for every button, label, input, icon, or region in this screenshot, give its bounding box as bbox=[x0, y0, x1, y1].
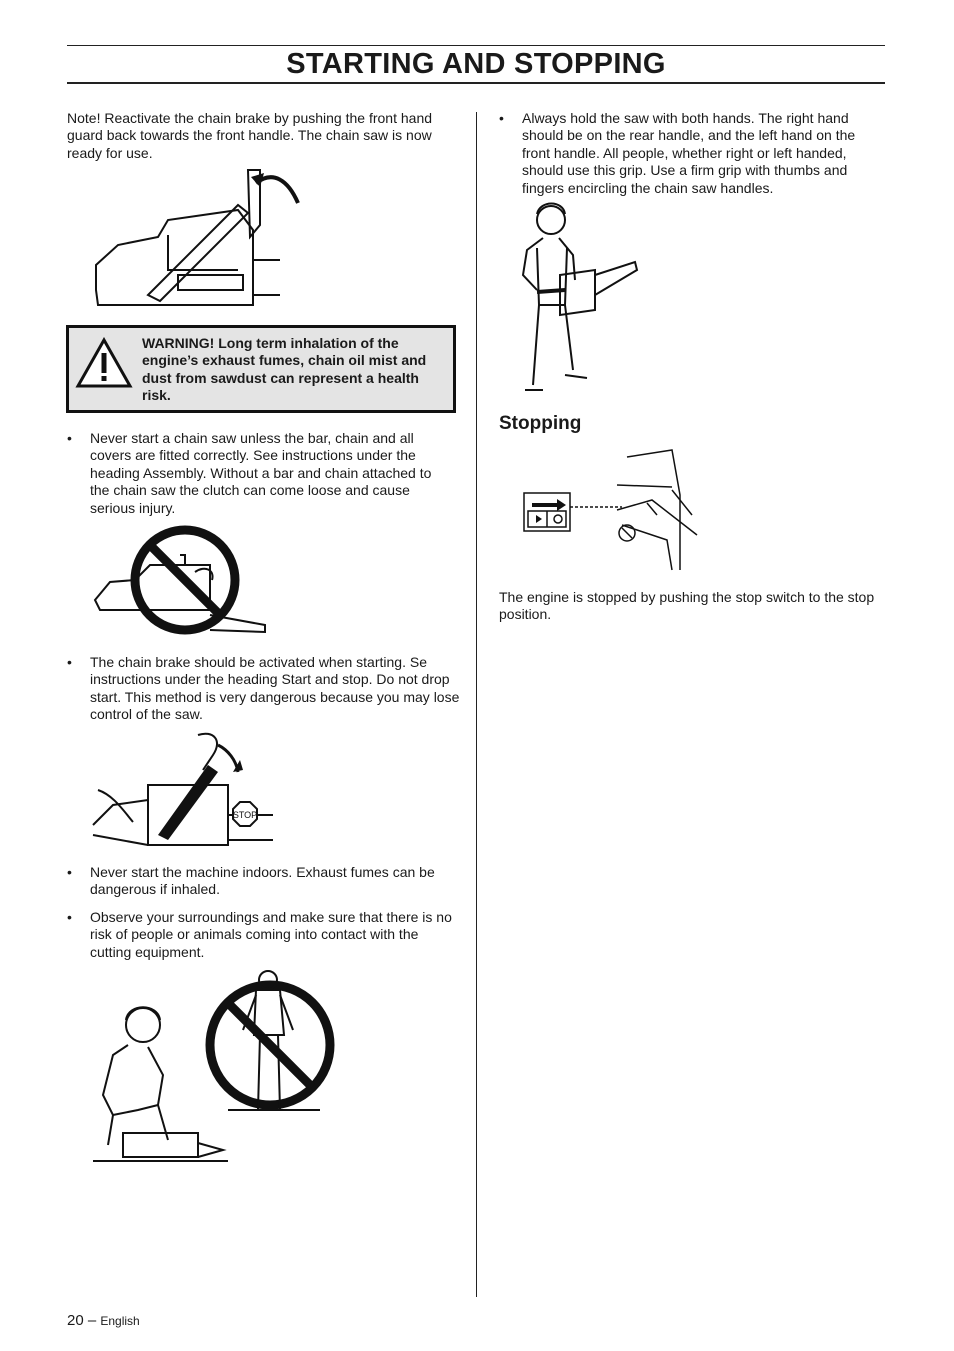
stopping-heading: Stopping bbox=[499, 413, 582, 434]
no-bar-no-chain-prohibited-icon bbox=[90, 520, 270, 640]
stop-sign-label: STOP bbox=[232, 810, 258, 820]
warning-box bbox=[66, 325, 456, 413]
page-title: STARTING AND STOPPING bbox=[286, 48, 666, 80]
bullet-icon: • bbox=[67, 654, 72, 670]
footer-language: English bbox=[100, 1314, 140, 1328]
warning-triangle-icon bbox=[75, 337, 133, 389]
bullet-icon: • bbox=[67, 909, 72, 925]
footer-separator: – bbox=[87, 1312, 97, 1329]
page-title-bar bbox=[67, 45, 885, 84]
stopping-paragraph: The engine is stopped by pushing the stop switch to the stop position. bbox=[499, 589, 875, 623]
operator-holding-chainsaw-illustration bbox=[515, 200, 645, 398]
note-paragraph: Note! Reactivate the chain brake by pushing the front hand guard back towards the front handle. The chain saw is now ready for use. bbox=[67, 110, 433, 161]
warning-text: WARNING! Long term inhalation of the engine’s exhaust fumes, chain oil mist and dust from sawdust can represent a health risk. bbox=[142, 335, 427, 404]
chain-brake-start-illustration bbox=[88, 730, 278, 848]
column-divider bbox=[476, 112, 477, 1297]
stop-switch-illustration bbox=[522, 445, 702, 575]
bystander-safety-illustration bbox=[88, 965, 338, 1170]
page-footer bbox=[67, 1312, 140, 1329]
bullet-icon: • bbox=[67, 430, 72, 446]
chainsaw-chain-brake-illustration bbox=[88, 165, 303, 310]
page-number: 20 bbox=[67, 1312, 84, 1329]
bullet-icon: • bbox=[499, 110, 504, 126]
bullet-icon: • bbox=[67, 864, 72, 880]
